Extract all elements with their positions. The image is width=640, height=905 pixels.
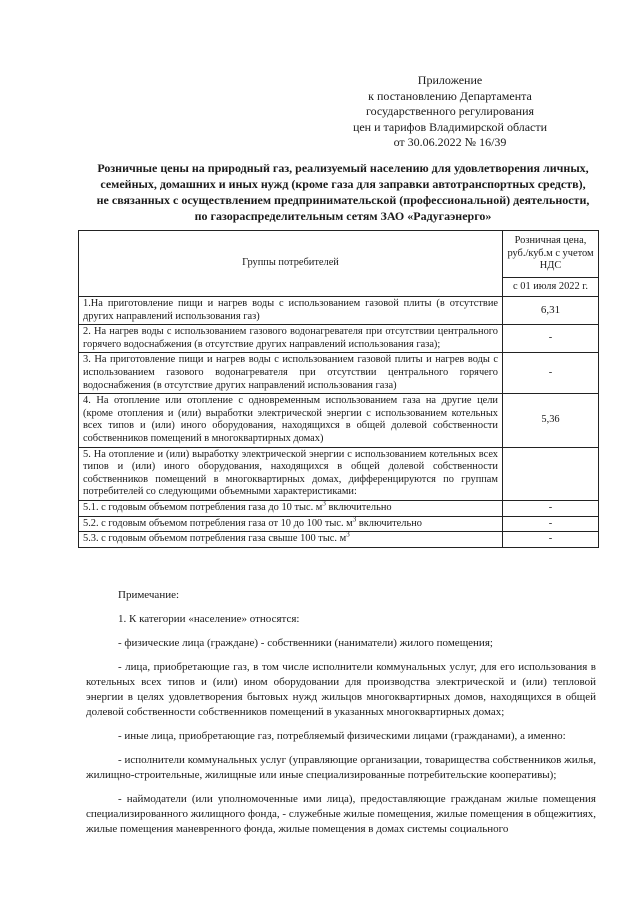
row-text-tail: включительно xyxy=(325,501,392,513)
appendix-line: от 30.06.2022 № 16/39 xyxy=(393,135,507,149)
title-line: не связанных с осуществлением предпринимательской (профессиональной) деятельности, xyxy=(96,193,590,207)
notes-section xyxy=(86,588,596,846)
superscript: 3 xyxy=(346,530,350,539)
row-price: - xyxy=(503,500,599,516)
table-row xyxy=(79,297,599,325)
row-description: 1.На приготовление пищи и нагрев воды с использованием газовой плиты (в отсутствие других направлений использования газ) xyxy=(79,297,503,325)
table-row xyxy=(79,394,599,447)
row-description xyxy=(79,516,503,532)
table-row xyxy=(79,353,599,394)
title-line: по газораспределительным сетям ЗАО «Радугаэнерго» xyxy=(194,209,492,223)
row-description xyxy=(79,532,503,548)
row-text: 5.3. с годовым объемом потребления газа свыше 100 тыс. м xyxy=(83,533,347,545)
appendix-line: к постановлению Департамента xyxy=(368,88,532,103)
header-date: с 01 июля 2022 г. xyxy=(503,278,599,297)
row-price: - xyxy=(503,353,599,394)
row-price: 6,31 xyxy=(503,297,599,325)
row-description: 5. На отопление и (или) выработку электрической энергии с использованием котельных всех типов и (или) иного оборудования, находящихся в общей долевой собственности собственников помещений в многоквартирных домах, дифференцируются по группам потребителей со следующими объемными характеристиками: xyxy=(79,447,503,500)
row-text-tail: включительно xyxy=(356,517,422,529)
notes-paragraph: - исполнители коммунальных услуг (управляющие организации, товарищества собственников жилья, жилищно-строительные, жилищные или иные специализированные потребительские кооперативы); xyxy=(86,754,596,781)
row-description xyxy=(79,500,503,516)
row-description: 3. На приготовление пищи и нагрев воды с использованием газовой плиты и нагрев воды с использованием газового водонагревателя при отсутствии центрального горячего водоснабжения (в отсутствие других направлений использования газа) xyxy=(79,353,503,394)
table-header-row xyxy=(79,231,599,278)
row-price: 5,36 xyxy=(503,394,599,447)
appendix-line: цен и тарифов Владимирской области xyxy=(352,119,548,134)
table-row xyxy=(79,500,599,516)
row-price: - xyxy=(503,325,599,353)
table-row xyxy=(79,325,599,353)
appendix-line: Приложение xyxy=(417,73,483,87)
notes-paragraph: - физические лица (граждане) - собственники (наниматели) жилого помещения; xyxy=(118,637,493,649)
price-table xyxy=(78,230,599,548)
superscript: 3 xyxy=(322,499,326,508)
notes-title: Примечание: xyxy=(118,589,180,601)
superscript: 3 xyxy=(352,515,357,524)
notes-paragraph: - наймодатели (или уполномоченные ими лица), предоставляющие гражданам жилые помещения специализированного жилищного фонда, - служебные жилые помещения, жилые помещения в общежитиях, жилые помещения маневренного фонда, жилые помещения в домах системы социального xyxy=(86,793,596,835)
row-price: - xyxy=(503,532,599,548)
table-row xyxy=(79,516,599,532)
row-text: 5.1. с годовым объемом потребления газа до 10 тыс. м xyxy=(83,501,323,513)
row-description: 4. На отопление или отопление с одновременным использованием газа на другие цели (кроме отопления и (или) выработки электрической энергии с использованием котельных всех типов и (или) иного оборудования, находящихся в общей долевой собственности собственников помещений в многоквартирных домах) xyxy=(79,394,503,447)
notes-paragraph: 1. К категории «население» относятся: xyxy=(118,613,300,625)
title-line: семейных, домашних и иных нужд (кроме газа для заправки автотранспортных средств), xyxy=(100,177,586,191)
table-row xyxy=(79,532,599,548)
row-price xyxy=(503,447,599,500)
document-title xyxy=(78,160,608,224)
header-consumer-groups: Группы потребителей xyxy=(79,231,503,297)
row-price: - xyxy=(503,516,599,532)
title-line: Розничные цены на природный газ, реализуемый населению для удовлетворения личных, xyxy=(97,161,589,175)
notes-paragraph: - лица, приобретающие газ, в том числе исполнители коммунальных услуг, для его использования в котельных всех типов и (или) ином оборудовании для производства электрической и (или) тепловой энергии в целях удовлетворения бытовых нужд жильцов многоквартирных домов, находящихся в общей долевой собственности собственников помещений в указанных многоквартирных домах; xyxy=(86,661,596,718)
notes-paragraph: - иные лица, приобретающие газ, потребляемый физическими лицами (гражданами), а именно: xyxy=(118,730,566,742)
appendix-line: государственного регулирования xyxy=(365,104,535,118)
appendix-block xyxy=(330,73,570,151)
header-retail-price: Розничная цена, руб./куб.м с учетом НДС xyxy=(503,231,599,278)
row-text: 5.2. с годовым объемом потребления газа от 10 до 100 тыс. м xyxy=(83,517,353,529)
row-description: 2. На нагрев воды с использованием газового водонагревателя при отсутствии центрального горячего водоснабжения (в отсутствие других направлений использования газа); xyxy=(79,325,503,353)
table-row xyxy=(79,447,599,500)
